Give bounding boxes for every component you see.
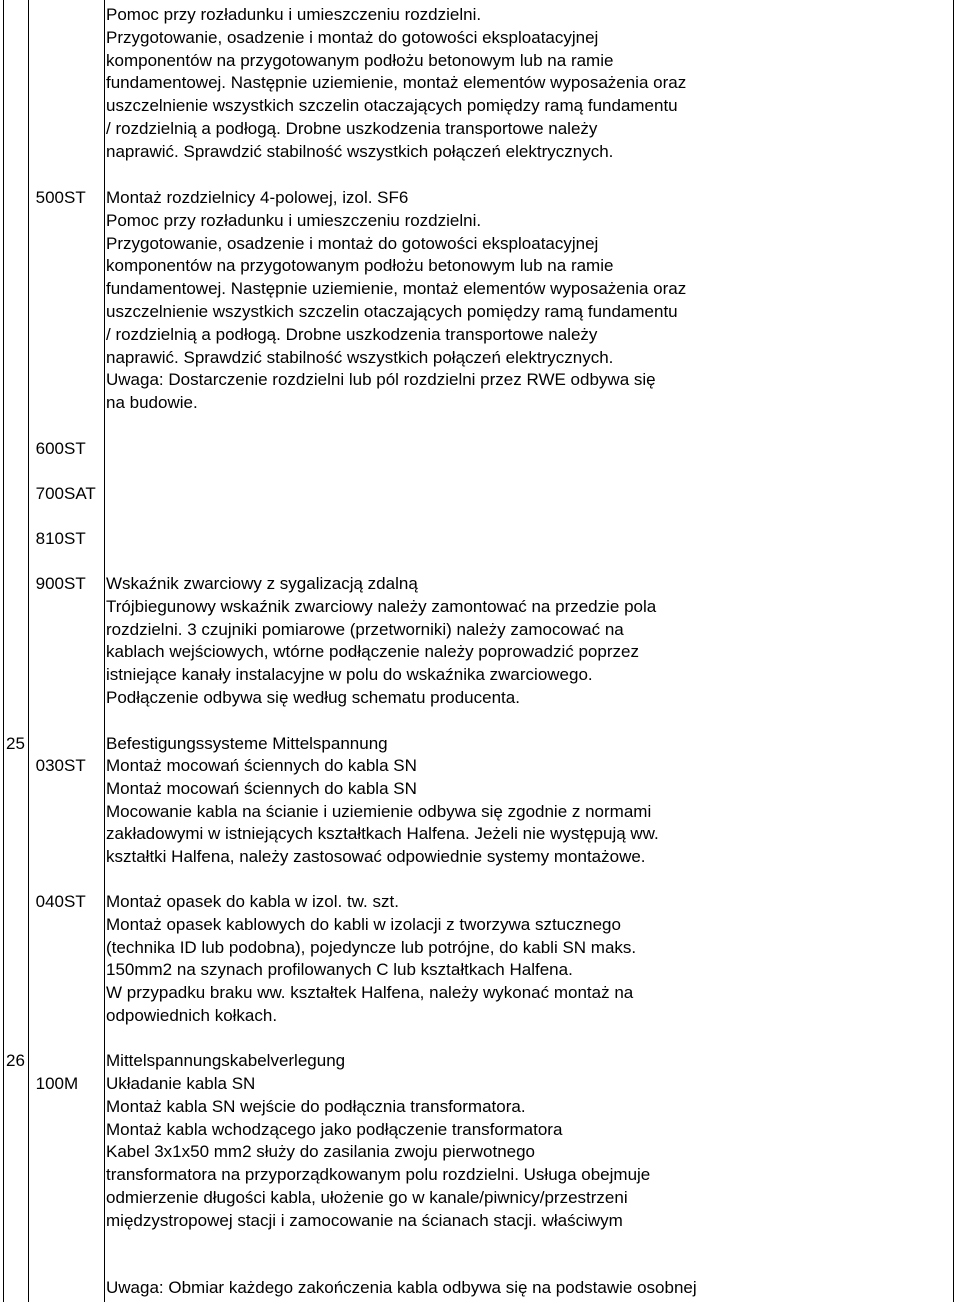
item-description: Montaż opasek do kabla w izol. tw. szt. Montaż opasek kablowych do kabli w izolacji z tworzywa sztucznego (technika ID lub podobna), pojedyncze lub potrójne, do kabli SN maks. 150mm2 na szynach profilowanych C lub kształtkach Halfena. W przypadku braku ww. kształtek Halfena, należy wykonać montaż na odpowiednich kołkach. (106, 892, 637, 1025)
item-unit: ST (64, 892, 86, 911)
item-code: 810 (35, 529, 64, 548)
item-code: 700 (35, 484, 64, 503)
item-unit: M (64, 1074, 79, 1093)
item-unit: ST (64, 188, 86, 207)
section-heading: Befestigungssysteme Mittelspannung (106, 734, 388, 753)
column-divider-pos (28, 0, 29, 1302)
item-description: Montaż rozdzielnicy 4-polowej, izol. SF6 Pomoc przy rozładunku i umieszczeniu rozdzielni. Przygotowanie, osadzenie i montaż do gotowości eksploatacyjnej komponentów na przygotowanym podłożu betonowym lub na ramie fundamentowej. Następnie uziemienie, montaż elementów wyposażenia oraz uszczelnienie wszystkich szczelin otaczających pomiędzy ramą fundamentu / rozdzielnią a podłogą. Drobne uszkodzenia transportowe należy naprawić. Sprawdzić stabilność wszystkich połączeń elektrycznych. Uwaga: Dostarczenie rozdzielni lub pól rozdzielni przez RWE odbywa się na budowie. (106, 188, 687, 413)
item-unit: ST (64, 529, 86, 548)
item-code: 900 (35, 574, 64, 593)
note-text: Uwaga: Obmiar każdego zakończenia kabla odbywa się na podstawie osobnej (106, 1278, 697, 1297)
column-divider-left (3, 0, 4, 1302)
item-unit: ST (64, 439, 86, 458)
section-heading: Mittelspannungskabelverlegung (106, 1051, 346, 1070)
item-unit: SAT (64, 484, 96, 503)
item-description: Pomoc przy rozładunku i umieszczeniu rozdzielni. Przygotowanie, osadzenie i montaż do gotowości eksploatacyjnej komponentów na przygotowanym podłożu betonowym lub na ramie fundamentowej. Następnie uziemienie, montaż elementów wyposażenia oraz uszczelnienie wszystkich szczelin otaczających pomiędzy ramą fundamentu / rozdzielnią a podłogą. Drobne uszkodzenia transportowe należy naprawić. Sprawdzić stabilność wszystkich połączeń elektrycznych. (106, 5, 687, 161)
item-code: 500 (35, 188, 64, 207)
item-unit: ST (64, 756, 86, 775)
item-code: 040 (35, 892, 64, 911)
item-unit: ST (64, 574, 86, 593)
item-code: 600 (35, 439, 64, 458)
item-description: Montaż mocowań ściennych do kabla SN Montaż mocowań ściennych do kabla SN Mocowanie kabla na ścianie i uziemienie odbywa się zgodnie z normami zakładowymi w istniejących kształtkach Halfena. Jeżeli nie występują ww. kształtki Halfena, należy zastosować odpowiednie systemy montażowe. (106, 756, 659, 867)
item-code: 030 (35, 756, 64, 775)
item-code: 100 (35, 1074, 64, 1093)
position-number: 26 (6, 1051, 25, 1070)
item-description: Wskaźnik zwarciowy z sygalizacją zdalną Trójbiegunowy wskaźnik zwarciowy należy zamontować na przedzie pola rozdzielni. 3 czujniki pomiarowe (przetworniki) należy zamocować na kablach wejściowych, wtórne podłączenie należy poprowadzić poprzez istniejące kanały instalacyjne w polu do wskaźnika zwarciowego. Podłączenie odbywa się według schematu producenta. (106, 574, 657, 707)
item-description: Układanie kabla SN Montaż kabla SN wejście do podłącznia transformatora. Montaż kabla wchodzącego jako podłączenie transformatora Kabel 3x1x50 mm2 służy do zasilania zwoju pierwotnego transformatora na przyporządkowanym polu rozdzielni. Usługa obejmuje odmierzenie długości kabla, ułożenie go w kanale/piwnicy/przestrzeni międzystropowej stacji i zamocowanie na ścianach stacji. właściwym (106, 1074, 651, 1230)
position-number: 25 (6, 734, 25, 753)
column-divider-desc (104, 0, 105, 1302)
column-divider-right (953, 0, 954, 1302)
